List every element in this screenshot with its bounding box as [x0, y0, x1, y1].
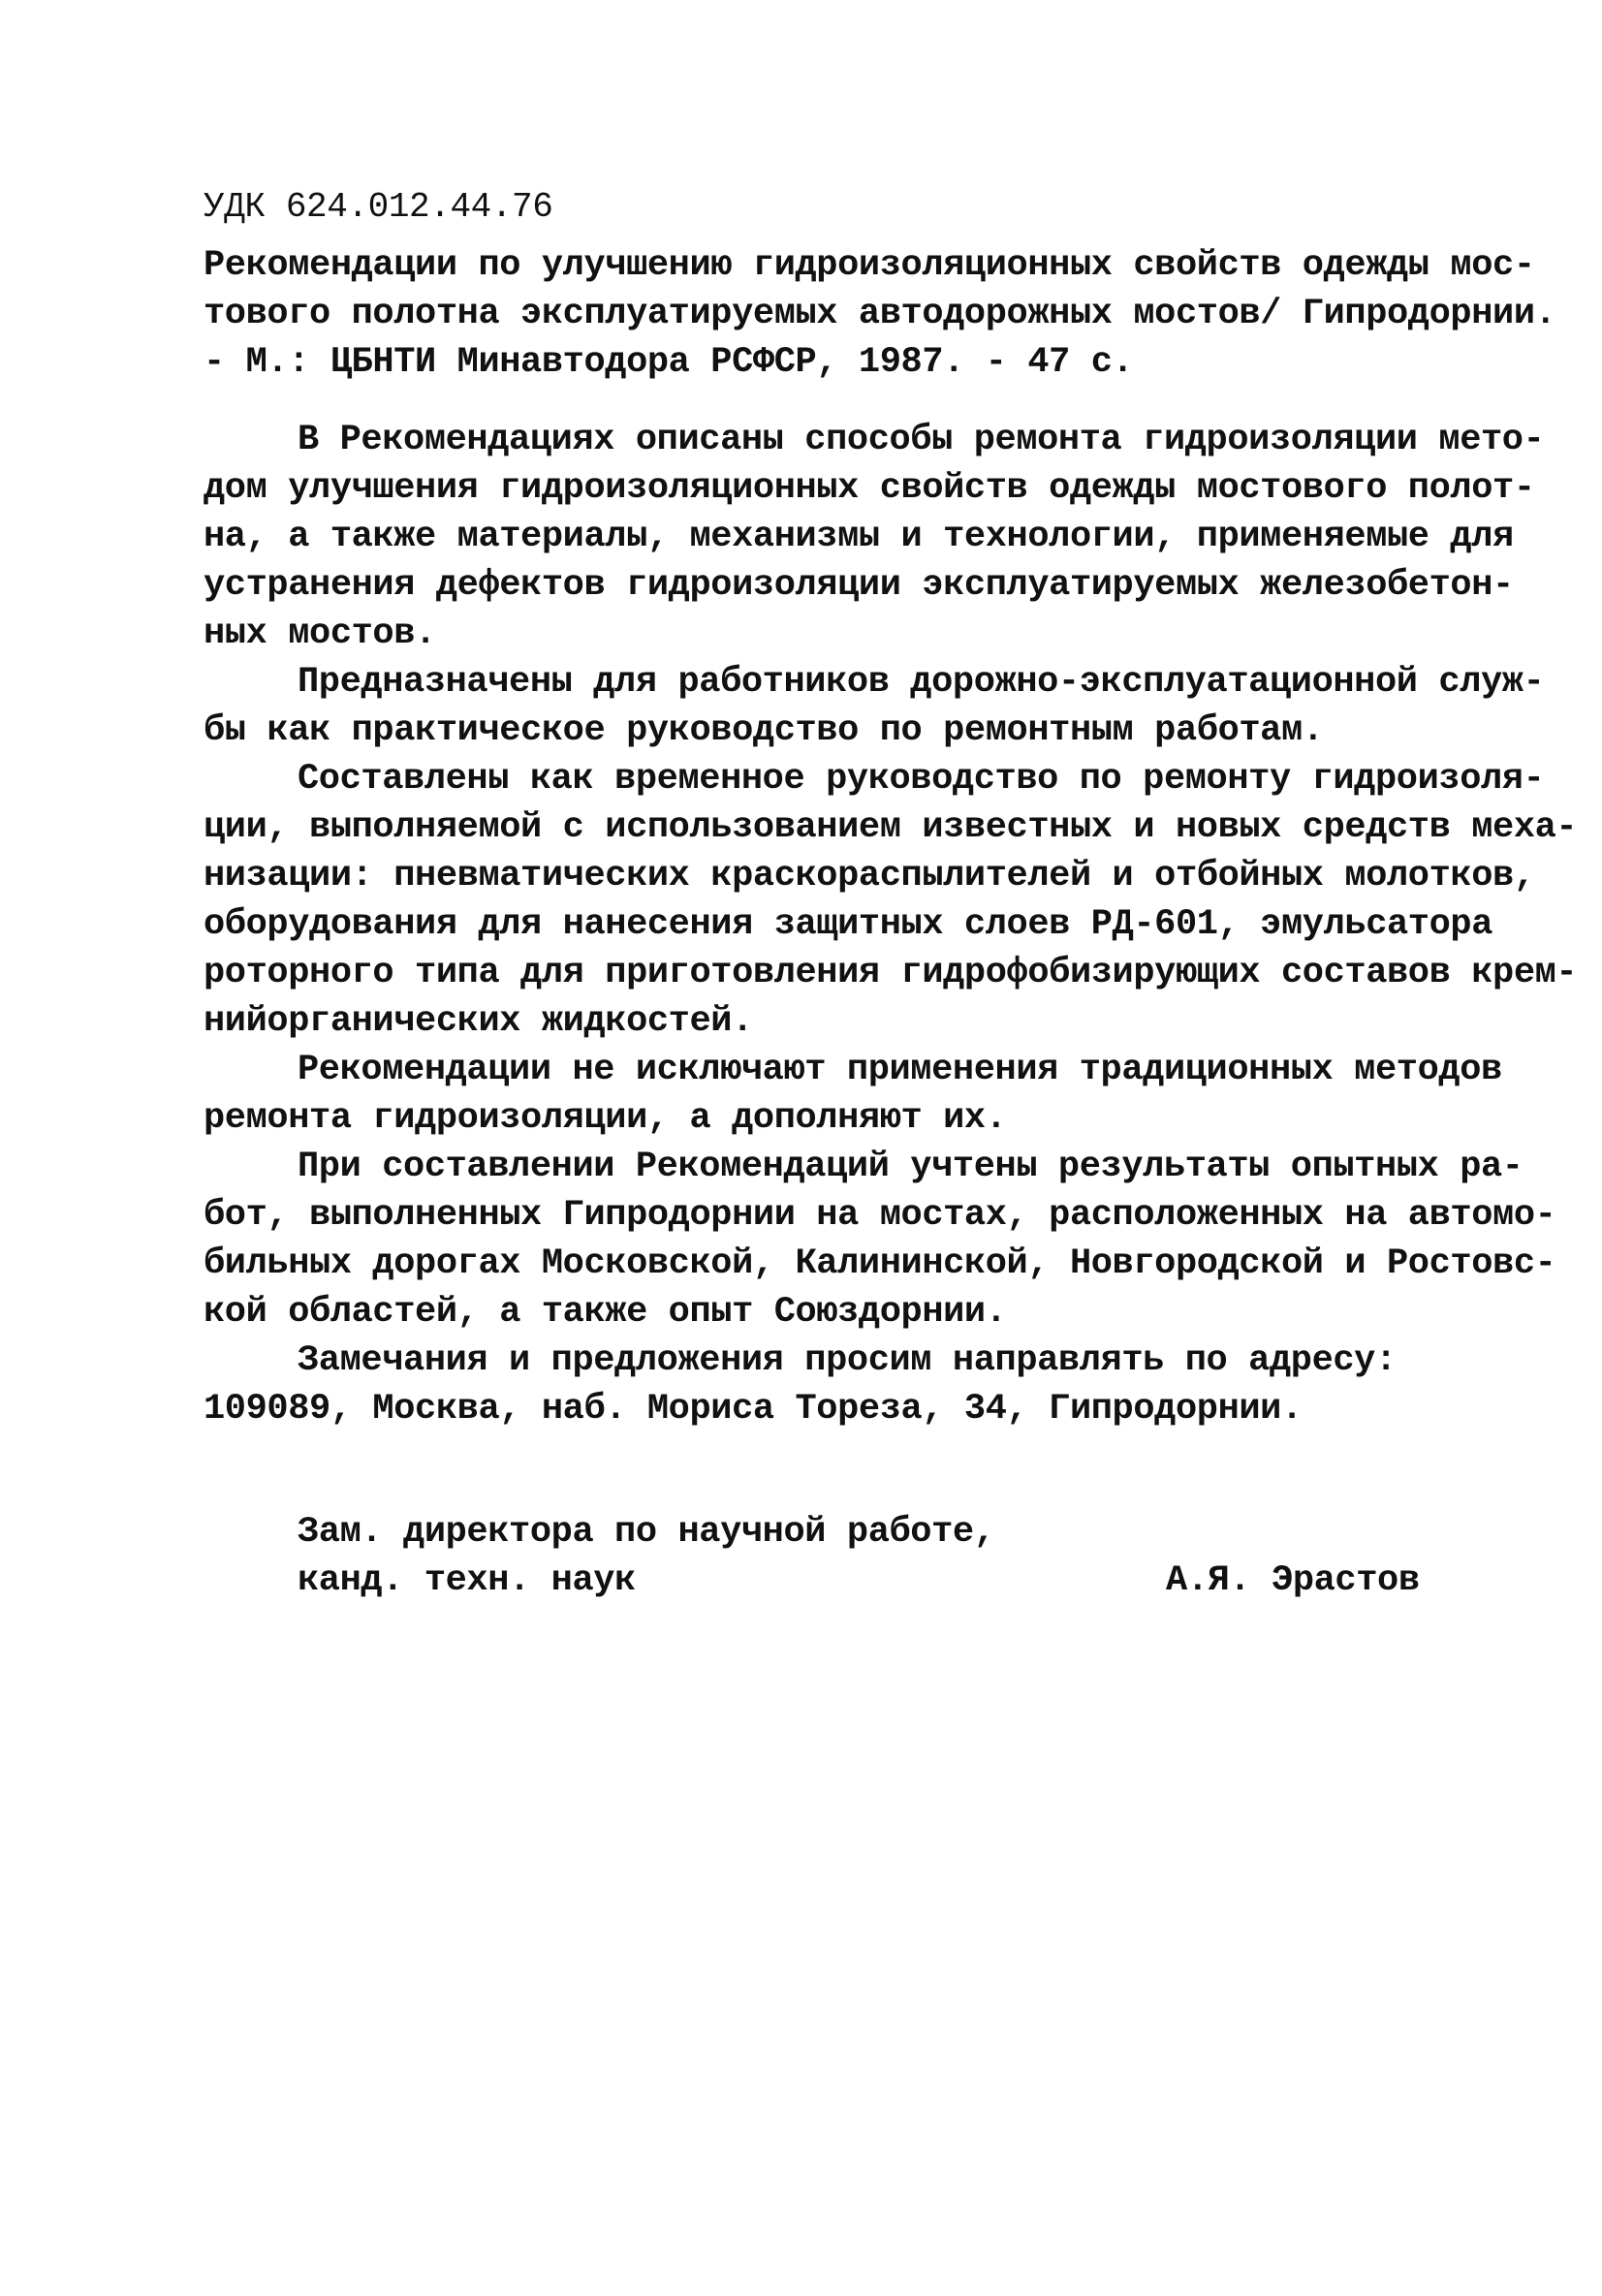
paragraph-6-line-1: Замечания и предложения просим направлять по адресу: — [298, 1340, 1397, 1381]
paragraph-3-line-2: ции, выполняемой с использованием известных и новых средств меха- — [204, 807, 1578, 848]
udk-code: УДК 624.012.44.76 — [204, 187, 553, 227]
citation-line-2: тового полотна эксплуатируемых автодорожных мостов/ Гипродорнии. — [204, 294, 1556, 334]
paragraph-3-line-4: оборудования для нанесения защитных слоев РД-601, эмульсатора — [204, 904, 1493, 945]
citation-line-1: Рекомендации по улучшению гидроизоляционных свойств одежды мос- — [204, 245, 1535, 286]
citation-line-3: - М.: ЦБНТИ Минавтодора РСФСР, 1987. - 47 с. — [204, 342, 1134, 383]
paragraph-2-line-2: бы как практическое руководство по ремонтным работам. — [204, 710, 1324, 751]
paragraph-6-line-2: 109089, Москва, наб. Мориса Тореза, 34, Гипродорнии. — [204, 1389, 1303, 1430]
paragraph-5-line-2: бот, выполненных Гипродорнии на мостах, расположенных на автомо- — [204, 1195, 1556, 1236]
paragraph-3-line-5: роторного типа для приготовления гидрофобизирующих составов крем- — [204, 953, 1578, 993]
paragraph-1-line-4: устранения дефектов гидроизоляции эксплуатируемых железобетон- — [204, 565, 1514, 606]
signature-position-line-2: канд. техн. наук — [298, 1560, 636, 1601]
paragraph-5-line-3: бильных дорогах Московской, Калининской, Новгородской и Ростовс- — [204, 1243, 1556, 1284]
paragraph-3-line-3: низации: пневматических краскораспылителей и отбойных молотков, — [204, 856, 1535, 896]
paragraph-3-line-1: Составлены как временное руководство по ремонту гидроизоля- — [298, 759, 1545, 800]
signature-name: А.Я. Эрастов — [1166, 1560, 1420, 1601]
signature-position-line-1: Зам. директора по научной работе, — [298, 1512, 995, 1553]
paragraph-5-line-4: кой областей, а также опыт Союздорнии. — [204, 1292, 1007, 1333]
paragraph-2-line-1: Предназначены для работников дорожно-эксплуатационной служ- — [298, 662, 1545, 703]
paragraph-1-line-1: В Рекомендациях описаны способы ремонта гидроизоляции мето- — [298, 420, 1545, 460]
paragraph-5-line-1: При составлении Рекомендаций учтены результаты опытных ра- — [298, 1147, 1523, 1187]
paragraph-4-line-1: Рекомендации не исключают применения традиционных методов — [298, 1050, 1502, 1090]
paragraph-1-line-5: ных мостов. — [204, 613, 436, 654]
paragraph-3-line-6: нийорганических жидкостей. — [204, 1001, 753, 1042]
paragraph-1-line-2: дом улучшения гидроизоляционных свойств одежды мостового полот- — [204, 468, 1535, 509]
paragraph-1-line-3: на, а также материалы, механизмы и технологии, применяемые для — [204, 517, 1514, 557]
paragraph-4-line-2: ремонта гидроизоляции, а дополняют их. — [204, 1098, 1007, 1139]
